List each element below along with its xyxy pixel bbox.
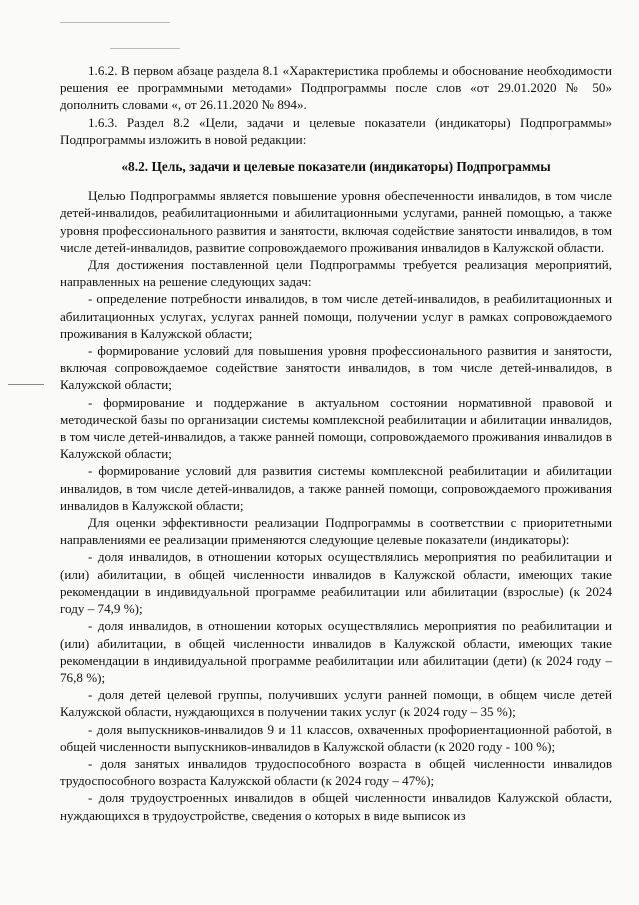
indicator-item: - доля детей целевой группы, получивших услуги ранней помощи, в общем числе детей Калужской области, нуждающихся в получении таких услуг (к 2024 году – 35 %); (60, 687, 612, 720)
scan-artifact (110, 48, 180, 49)
scan-artifact (60, 22, 170, 23)
indicator-item: - доля выпускников-инвалидов 9 и 11 классов, охваченных профориентационной работой, в общей численности выпускников-инвалидов в Калужской области (к 2020 году - 100 %); (60, 721, 612, 754)
indicator-item: - доля инвалидов, в отношении которых осуществлялись мероприятия по реабилитации и (или) абилитации, в общей численности инвалидов в Калужской области, имеющих такие рекомендации в индивидуальной программе реабилитации или абилитации (дети) (к 2024 году – 76,8 %); (60, 618, 612, 685)
paragraph: Для оценки эффективности реализации Подпрограммы в соответствии с приоритетными направлениями ее реализации применяются следующие целевые показатели (индикаторы): (60, 515, 612, 548)
document-body (60, 62, 612, 824)
list-item: - формирование условий для повышения уровня профессионального развития и занятости, включая сопровождаемое содействие занятости инвалидов, в том числе детей-инвалидов, в Калужской области; (60, 343, 612, 393)
list-item: - определение потребности инвалидов, в том числе детей-инвалидов, в реабилитационных и абилитационных услугах, услугах ранней помощи, получении услуг в рамках сопровождаемого проживания в Калужской области; (60, 291, 612, 341)
list-item: - формирование и поддержание в актуальном состоянии нормативной правовой и методической базы по организации системы комплексной реабилитации и абилитации инвалидов, в том числе детей-инвалидов, а также ранней помощи, сопровождаемого проживания инвалидов в Калужской области; (60, 394, 612, 462)
indicator-item: - доля инвалидов, в отношении которых осуществлялись мероприятия по реабилитации и (или) абилитации, в общей численности инвалидов в Калужской области, имеющих такие рекомендации в индивидуальной программе реабилитации или абилитации (взрослые) (к 2024 году – 74,9 %); (60, 549, 612, 617)
indicator-item: - доля трудоустроенных инвалидов в общей численности инвалидов Калужской области, нуждающихся в трудоустройстве, сведения о которых в виде выписок из (60, 790, 612, 823)
paragraph: 1.6.3. Раздел 8.2 «Цели, задачи и целевые показатели (индикаторы) Подпрограммы» Подпрограммы изложить в новой редакции: (60, 114, 612, 147)
margin-mark (8, 384, 44, 385)
indicator-item: - доля занятых инвалидов трудоспособного возраста в общей численности инвалидов трудоспособного возраста Калужской области (к 2024 году – 47%); (60, 755, 612, 789)
paragraph: 1.6.2. В первом абзаце раздела 8.1 «Характеристика проблемы и обоснование необходимости решения ее программными методами» Подпрограммы после слов «от 29.01.2020 № 50» дополнить словами «, от 26.11.2020 № 894». (60, 63, 612, 113)
paragraph: Целью Подпрограммы является повышение уровня обеспеченности инвалидов, в том числе детей-инвалидов, реабилитационными и абилитационными услугами, ранней помощью, а также уровня профессионального развития и занятости, включая содействие занятости инвалидов, в том числе детей-инвалидов, развитие сопровождаемого проживания инвалидов в Калужской области. (60, 188, 612, 255)
list-item: - формирование условий для развития системы комплексной реабилитации и абилитации инвалидов, в том числе детей-инвалидов, а также ранней помощи, сопровождаемого проживания инвалидов в Калужской области; (60, 463, 612, 513)
section-heading: «8.2. Цель, задачи и целевые показатели (индикаторы) Подпрограммы (121, 159, 551, 175)
paragraph: Для достижения поставленной цели Подпрограммы требуется реализация мероприятий, направленных на решение следующих задач: (60, 257, 612, 290)
